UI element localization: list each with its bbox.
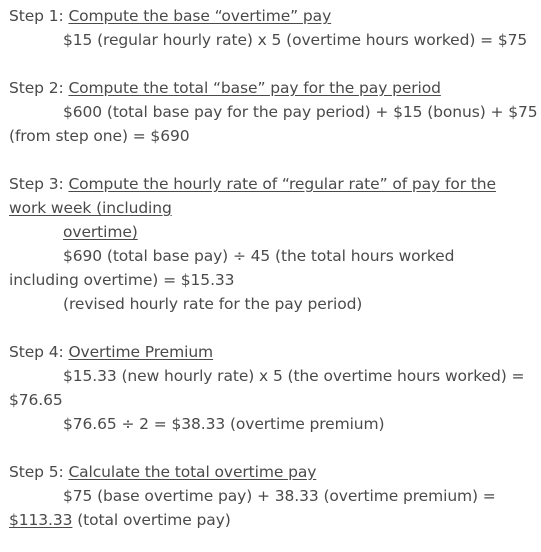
step-4-line-2: $76.65	[9, 391, 63, 409]
step-5-title	[9, 460, 539, 484]
step-5-heading: Calculate the total overtime pay	[68, 463, 317, 481]
step-3-heading-2: work week (including	[9, 199, 172, 217]
step-3-line-2: including overtime) = $15.33	[9, 271, 235, 289]
step-3-line-1: $690 (total base pay) ÷ 45 (the total hours worked	[63, 247, 455, 265]
total-overtime-caption: (total overtime pay)	[77, 511, 231, 529]
step-2-heading: Compute the total “base” pay for the pay period	[68, 79, 441, 97]
step-2-line-2: (from step one) = $690	[9, 127, 190, 145]
step-3-heading-3: overtime)	[63, 223, 138, 241]
step-2-prefix: Step 2:	[9, 79, 69, 97]
step-3-heading-1: Compute the hourly rate of “regular rate” of pay for the	[68, 175, 496, 193]
step-4-heading: Overtime Premium	[68, 343, 214, 361]
total-overtime-value: $113.33	[9, 511, 73, 529]
step-3-title	[9, 172, 539, 196]
step-5-prefix: Step 5:	[9, 463, 69, 481]
step-1-prefix: Step 1:	[9, 7, 69, 25]
step-5-line-1: $75 (base overtime pay) + 38.33 (overtime premium) =	[63, 487, 496, 505]
step-3-heading-row-3	[9, 220, 539, 244]
step-2-line-1: $600 (total base pay for the pay period) + $15 (bonus) + $75	[63, 103, 538, 121]
step-4-line-3: $76.65 ÷ 2 = $38.33 (overtime premium)	[63, 415, 385, 433]
step-2-title	[9, 76, 539, 100]
step-1-title	[9, 4, 539, 28]
step-1-line-1: $15 (regular hourly rate) x 5 (overtime hours worked) = $75	[63, 31, 528, 49]
step-4-prefix: Step 4:	[9, 343, 69, 361]
step-4-title	[9, 340, 539, 364]
step-3-heading-row-2	[9, 196, 539, 220]
step-1-heading: Compute the base “overtime” pay	[68, 7, 332, 25]
step-4-line-1: $15.33 (new hourly rate) x 5 (the overtime hours worked) =	[63, 367, 525, 385]
step-3-line-3: (revised hourly rate for the pay period)	[63, 295, 363, 313]
step-3-prefix: Step 3:	[9, 175, 69, 193]
step-5-line-2	[9, 508, 539, 532]
